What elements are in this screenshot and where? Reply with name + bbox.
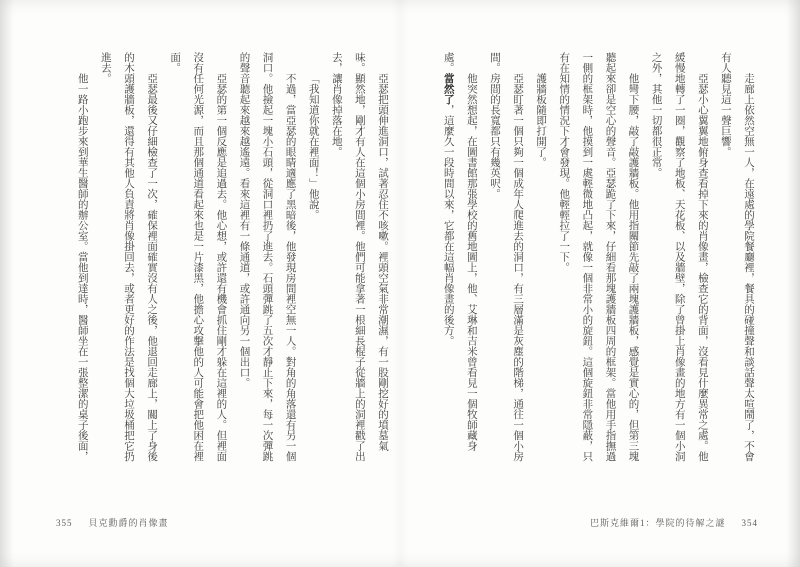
page-right-text [426,52,760,466]
page-right [400,0,800,567]
paragraph: 他突然想起，在圖書館那張學校的舊地圖上，他、艾琳和吉米曾看見一個牧師藏身處。當然了，這麼久一段時間以來，它都在這幅肖像畫的後方。 [442,52,477,451]
paragraph: 亞瑟把頭伸進洞口，試著忍住不咳嗽。裡頭空氣非常潮濕，有一股剛挖好的墳墓氣味。顯然地，剛才有人在這個小房間裡。他們可能拿著一根細長棍子從牆上的洞裡戳了出去，讓肖像掉落在地。 [330,52,388,462]
emphasized-text: 當然了 [442,73,454,105]
paragraph: 亞瑟的第一個反應是追過去。他心想，或許還有機會抓住剛才躲在這裡的人。但裡面沒有任何光源，而且那個通道看起來也是一片漆黑，他擔心攻擊他的人可能會把他困在裡面。 [169,52,227,462]
paragraph: 他彎下腰，敲了敲護牆板。他用指關節先敲了兩塊護牆板，感覺是實心的，但第三塊聽起來卻是空心的聲音。亞瑟跪了下來，仔細看那塊護牆板四周的框架。當他用手指撫過一側的框架時，他摸到一處輕微地凸起，就像一個非常小的旋鈕。這個旋鈕非常隱蔽，只有在知情的情況下才會發現。他輕輕拉了一下。 [558,52,639,462]
chapter-title: 貝克勳爵的肖像畫 [88,518,169,528]
paragraph: 亞瑟小心翼翼地俯身查看掉下來的肖像畫，檢查它的背面，沒看見什麼異常之處。他緩慢地轉了一圈，觀察了地板、天花板、以及牆壁，除了曾掛上肖像畫的地方有一個小洞之外，其他一切都很正常。 [650,52,708,462]
paragraph: 不過，當亞瑟的眼睛適應了黑暗後，他發現房間裡空無一人。對角的角落還有另一個洞口。他撿起一塊小石頭，從洞口裡扔了進去。石頭彈跳了五次才靜止下來，每一次彈跳的聲音聽起來越來越遙遠。看來這裡有一條通道，或許通向另一個出口。 [238,52,296,462]
page-number: 354 [741,518,758,528]
running-title: 巴斯克維爾1：學院的待解之謎 [589,518,726,528]
paragraph: 護牆板隨即打開了。 [535,73,547,168]
paragraph: 走廊上依然空無一人，在遠處的學院餐廳裡，餐具的碰撞聲和談話聲太喧鬧了，不會有人聽見這一聲巨響。 [719,52,754,462]
page-left-footer [56,516,169,529]
paragraph: 「我知道你就在裡面！」他說。 [307,73,319,220]
page-right-footer [590,516,758,529]
paragraph: 他一路小跑步來到華生醫師的辦公室。當他到達時，醫師坐在一張整潔的桌子後面， [76,73,88,462]
paragraph: 亞瑟最後又仔細檢查了一次，確保裡面確實沒有人之後，他退回走廊上，關上了身後的木頭護牆板，還得有其他人負責將肖像掛回去，或者更好的作法是找個大垃圾桶把它扔進去。 [99,52,158,462]
page-left-text [60,52,394,466]
page-number: 355 [56,518,73,528]
paragraph: 亞瑟盯著一個只夠一個成年人爬進去的洞口，有三層滿是灰塵的階梯，通往一個小房間。房間的長寬都只有幾英呎。 [488,52,524,462]
